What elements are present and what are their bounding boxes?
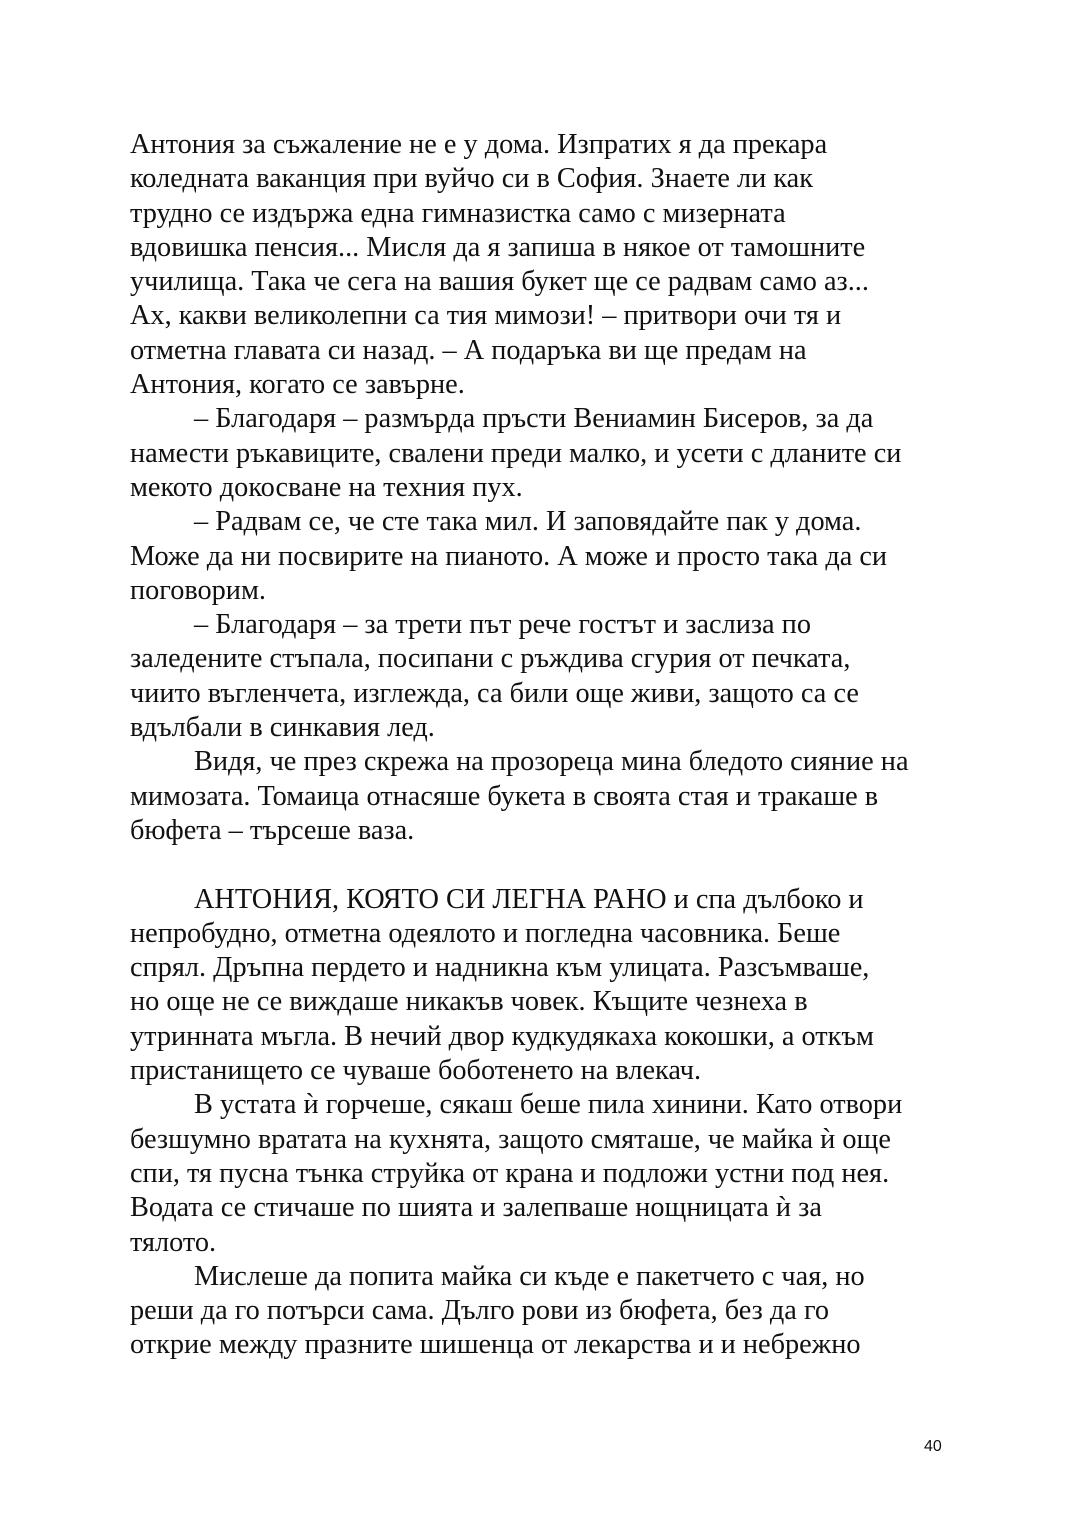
text-line: бюфета – търсеше ваза. bbox=[130, 814, 415, 846]
text-line: открие между празните шишенца от лекарства и и небрежно bbox=[130, 1329, 861, 1361]
paragraph-start-line: В устата ѝ горчеше, сякаш беше пила хинини. Като отвори bbox=[194, 1089, 903, 1121]
text-line: отметна главата си назад. – А подаръка ви ще предам на bbox=[130, 334, 807, 366]
paragraph-start-line: – Радвам се, че сте така мил. И заповядайте пак у дома. bbox=[194, 506, 862, 538]
text-line: заледените стъпала, посипани с ръждива сгурия от печката, bbox=[130, 643, 851, 675]
text-line: коледната ваканция при вуйчо си в София. Знаете ли как bbox=[130, 163, 813, 195]
blank-line bbox=[130, 848, 960, 882]
text-line: трудно се издържа една гимназистка само с мизерната bbox=[130, 197, 786, 229]
paragraph-start-line: Мислеше да попита майка си къде е пакетчето с чая, но bbox=[194, 1260, 865, 1292]
text-line: тялото. bbox=[130, 1226, 217, 1258]
text-line: мекото докосване на техния пух. bbox=[130, 471, 523, 503]
text-line: мимозата. Томаица отнасяше букета в своята стая и тракаше в bbox=[130, 780, 879, 812]
text-line: утринната мъгла. В нечий двор кудкудякаха кокошки, а откъм bbox=[130, 1020, 874, 1052]
text-line: спи, тя пусна тънка струйка от крана и подложи устни под нея. bbox=[130, 1157, 890, 1189]
text-line: вдовишка пенсия... Мисля да я запиша в някое от тамошните bbox=[130, 231, 866, 263]
text-line: Ах, какви великолепни са тия мимози! – притвори очи тя и bbox=[130, 300, 842, 332]
text-line: Водата се стичаше по шията и залепваше нощницата ѝ за bbox=[130, 1192, 822, 1224]
text-line: вдълбали в синкавия лед. bbox=[130, 712, 435, 744]
paragraph-start-line: Видя, че през скрежа на прозореца мина бледото сияние на bbox=[194, 746, 909, 778]
text-line: спрял. Дръпна пердето и надникна към улицата. Разсъмваше, bbox=[130, 952, 870, 984]
page-number: 40 bbox=[924, 1438, 942, 1455]
text-line: безшумно вратата на кухнята, защото смяташе, че майка ѝ още bbox=[130, 1123, 891, 1155]
text-line: чиито въгленчета, изглежда, са били още живи, защото са се bbox=[130, 677, 859, 709]
text-line: училища. Така че сега на вашия букет ще се радвам само аз... bbox=[130, 266, 869, 298]
text-line: реши да го потърси сама. Дълго рови из бюфета, без да го bbox=[130, 1295, 829, 1327]
text-line: Антония, когато се завърне. bbox=[130, 369, 465, 401]
text-line: но още не се виждаше никакъв човек. Къщите чезнеха в bbox=[130, 986, 808, 1018]
paragraph-start-line: – Благодаря – размърда пръсти Вениамин Бисеров, за да bbox=[194, 403, 874, 435]
text-line: Може да ни посвирите на пианото. А може и просто така да си bbox=[130, 540, 888, 572]
body-text bbox=[130, 128, 960, 1363]
paragraph-start-line: АНТОНИЯ, КОЯТО СИ ЛЕГНА РАНО и спа дълбоко и bbox=[194, 883, 864, 915]
text-line: Антония за съжаление не е у дома. Изпратих я да прекара bbox=[130, 129, 828, 160]
text-line: пристанището се чуваше боботенето на влекач. bbox=[130, 1055, 702, 1087]
text-line: непробудно, отметна одеялото и погледна часовника. Беше bbox=[130, 917, 841, 949]
text-line: намести ръкавиците, свалени преди малко, и усети с дланите си bbox=[130, 437, 902, 469]
paragraph-start-line: – Благодаря – за трети път рече гостът и заслиза по bbox=[194, 609, 811, 641]
text-line: поговорим. bbox=[130, 574, 266, 606]
